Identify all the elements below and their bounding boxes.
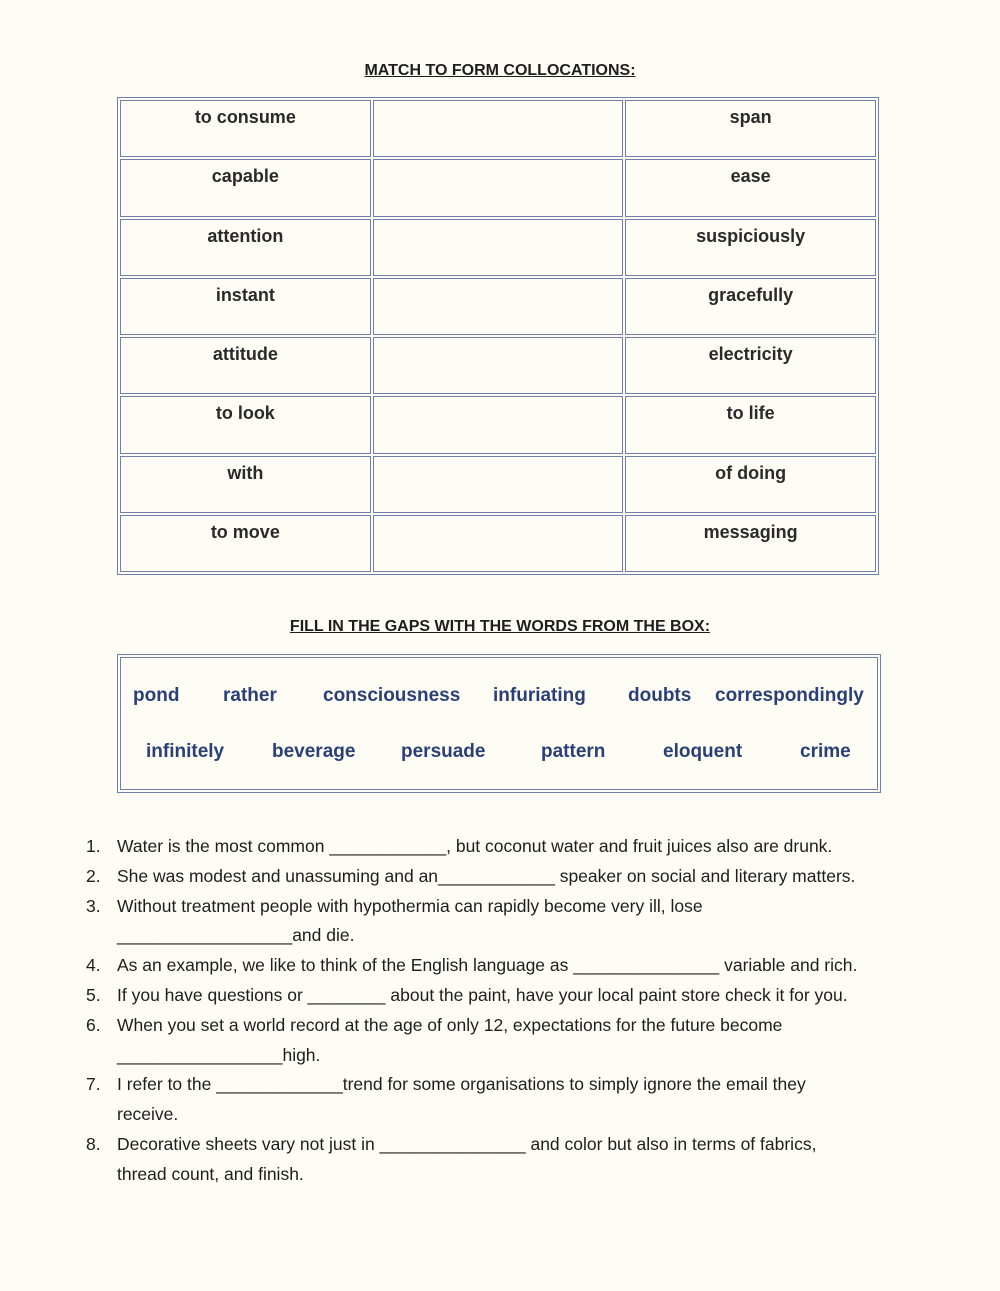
right-word-cell: suspiciously xyxy=(625,219,876,276)
right-word-cell: electricity xyxy=(625,337,876,394)
word-bank-item: eloquent xyxy=(663,741,743,762)
answer-cell[interactable] xyxy=(373,396,624,453)
word-bank-item: consciousness xyxy=(323,685,461,706)
left-word-cell: to consume xyxy=(120,100,371,157)
exercise-text: She was modest and unassuming and an____________ speaker on social and literary matters. xyxy=(117,865,856,886)
exercise-text: Without treatment people with hypothermia can rapidly become very ill, lose __________________and die. xyxy=(117,895,703,946)
exercise-number: 1. xyxy=(86,836,101,856)
right-word-cell: messaging xyxy=(625,515,876,572)
answer-cell[interactable] xyxy=(373,515,624,572)
word-bank-item: infuriating xyxy=(493,685,586,706)
answer-cell[interactable] xyxy=(373,100,624,157)
word-bank-item: doubts xyxy=(628,685,692,706)
exercise-item xyxy=(86,832,946,862)
word-bank-item: infinitely xyxy=(146,741,225,762)
exercise-number: 5. xyxy=(86,984,101,1005)
answer-cell[interactable] xyxy=(373,337,624,394)
exercise-item xyxy=(86,1011,946,1071)
answer-cell[interactable] xyxy=(373,456,624,513)
fill-section-title: FILL IN THE GAPS WITH THE WORDS FROM THE BOX: xyxy=(289,618,711,635)
word-bank-item: crime xyxy=(800,741,851,762)
match-section-title: MATCH TO FORM COLLOCATIONS: xyxy=(364,62,636,79)
left-word-cell: instant xyxy=(120,278,371,335)
right-word-cell: gracefully xyxy=(625,278,876,335)
left-word-cell: attention xyxy=(120,219,371,276)
right-word-cell: span xyxy=(625,100,876,157)
exercise-number: 4. xyxy=(86,955,101,976)
right-word-cell: ease xyxy=(625,159,876,216)
exercise-list xyxy=(86,832,946,1190)
collocation-table xyxy=(117,97,879,575)
exercise-number: 8. xyxy=(86,1133,101,1154)
left-word-cell: attitude xyxy=(120,337,371,394)
exercise-text: When you set a world record at the age of only 12, expectations for the future become _________________high. xyxy=(117,1014,783,1065)
left-word-cell: with xyxy=(120,456,371,513)
right-word-cell: to life xyxy=(625,396,876,453)
exercise-text: I refer to the _____________trend for some organisations to simply ignore the email they receive. xyxy=(117,1074,806,1125)
exercise-number: 3. xyxy=(86,895,101,916)
right-word-cell: of doing xyxy=(625,456,876,513)
word-bank-item: rather xyxy=(223,685,277,706)
answer-cell[interactable] xyxy=(373,219,624,276)
exercise-text: If you have questions or ________ about the paint, have your local paint store check it for you. xyxy=(117,984,848,1005)
word-bank-item: correspondingly xyxy=(715,685,864,706)
left-word-cell: to look xyxy=(120,396,371,453)
exercise-number: 2. xyxy=(86,865,101,886)
exercise-item xyxy=(86,951,946,981)
exercise-item xyxy=(86,862,946,892)
exercise-item xyxy=(86,1070,946,1130)
answer-cell[interactable] xyxy=(373,278,624,335)
word-bank-item: pattern xyxy=(541,741,606,762)
exercise-item xyxy=(86,1130,946,1190)
exercise-text: Water is the most common ____________, but coconut water and fruit juices also are drunk. xyxy=(117,836,833,856)
exercise-text: As an example, we like to think of the English language as _______________ variable and rich. xyxy=(117,955,858,976)
left-word-cell: capable xyxy=(120,159,371,216)
exercise-item xyxy=(86,892,946,952)
exercise-item xyxy=(86,981,946,1011)
answer-cell[interactable] xyxy=(373,159,624,216)
left-word-cell: to move xyxy=(120,515,371,572)
exercise-number: 6. xyxy=(86,1014,101,1035)
word-bank-item: beverage xyxy=(272,741,356,762)
exercise-number: 7. xyxy=(86,1074,101,1095)
exercise-text: Decorative sheets vary not just in _______________ and color but also in terms of fabrics, thread count, and finish. xyxy=(117,1133,817,1184)
word-box xyxy=(117,654,881,793)
word-bank-item: persuade xyxy=(401,741,486,762)
word-bank-item: pond xyxy=(133,685,180,706)
